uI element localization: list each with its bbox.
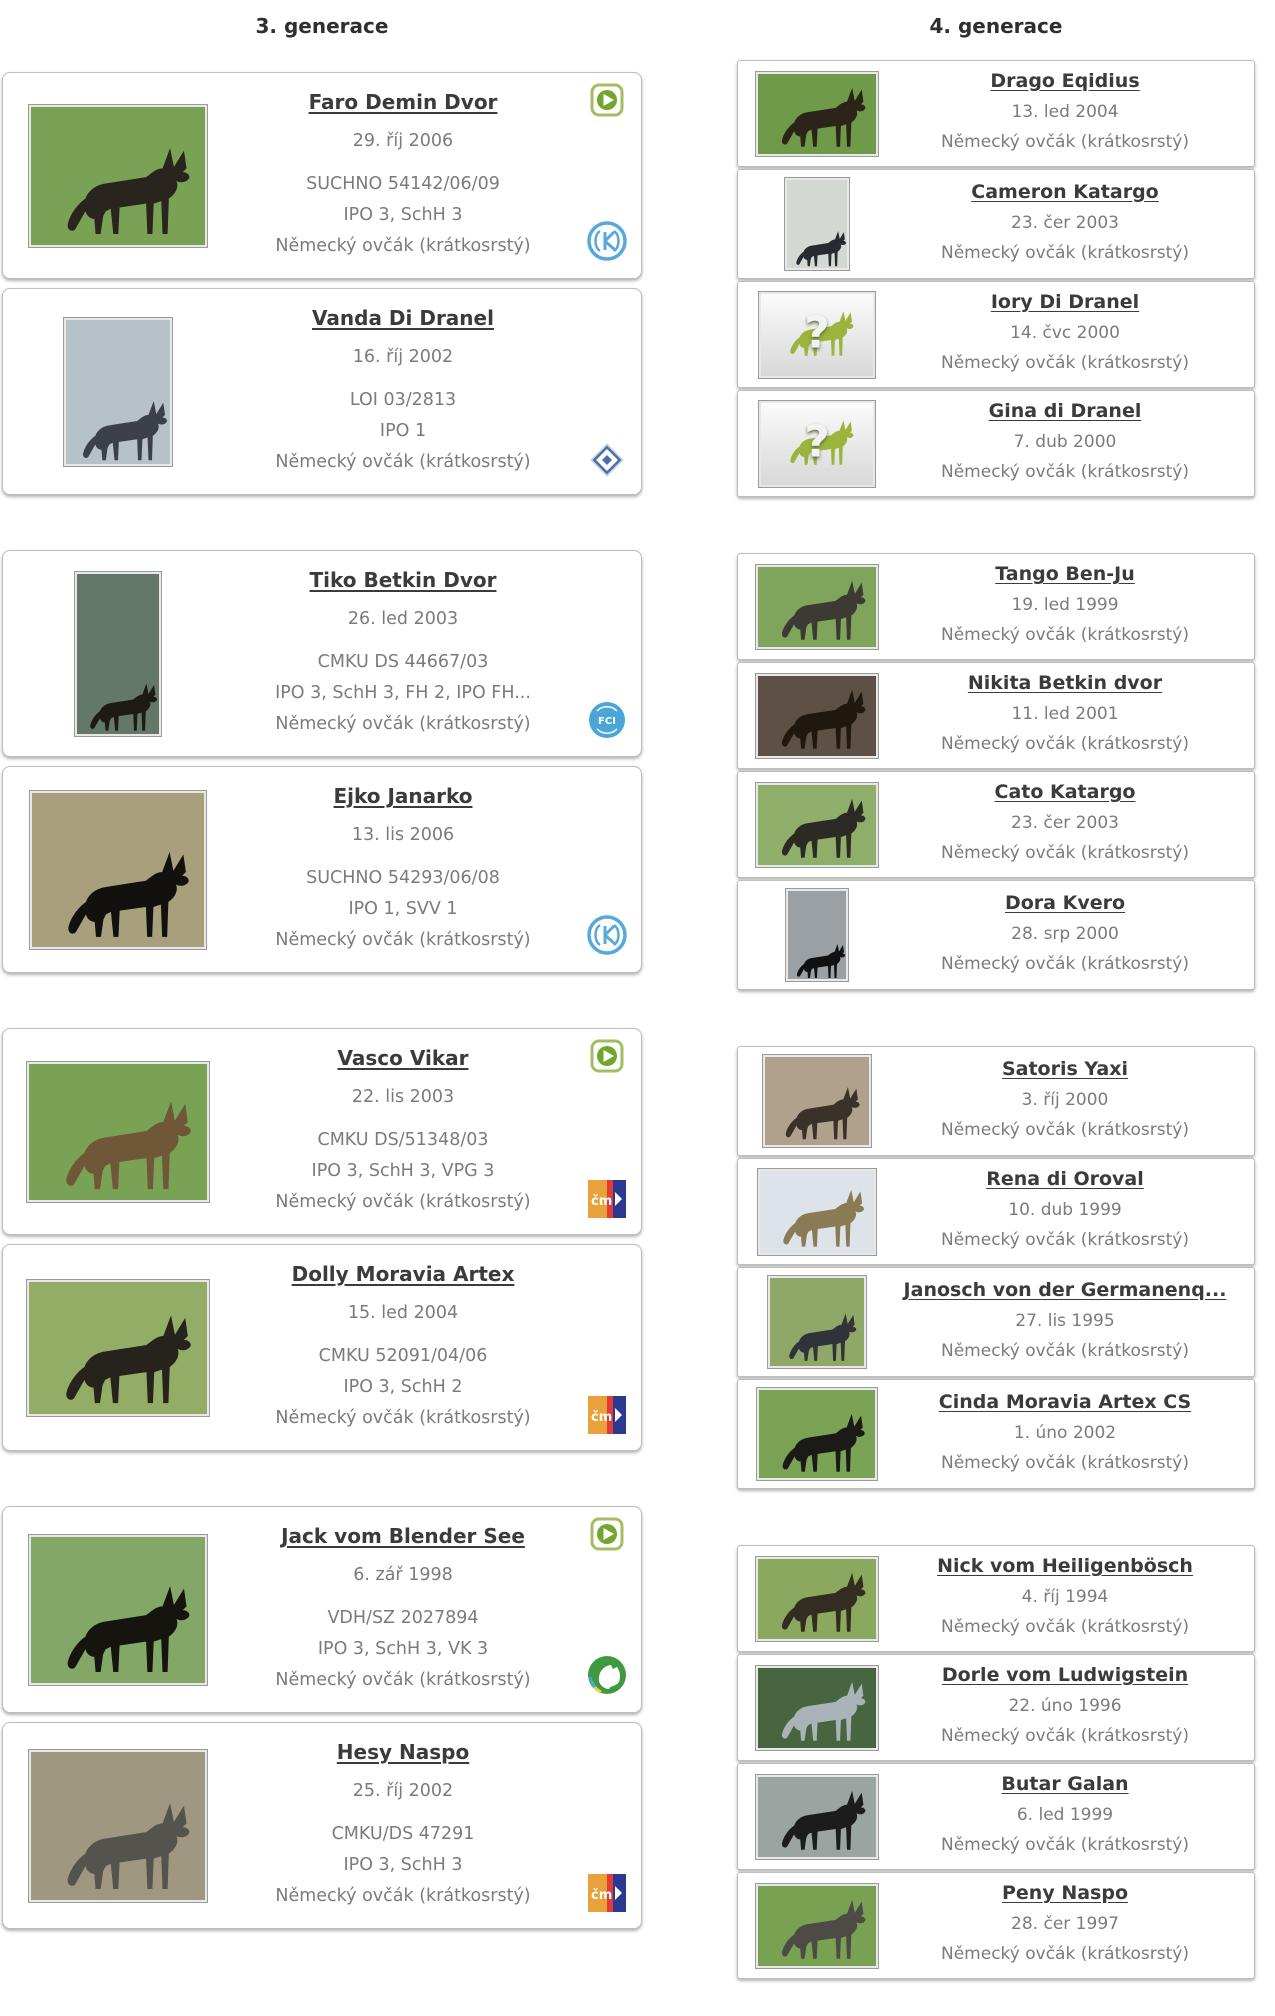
dog-info (886, 1391, 1244, 1478)
dog-photo-cell (748, 71, 886, 157)
dog-photo[interactable] (755, 782, 879, 868)
dog-info (886, 563, 1244, 650)
dog-card[interactable] (2, 550, 642, 757)
dog-silhouette (763, 1784, 870, 1853)
dog-photo-cell (748, 1387, 886, 1481)
dog-photo-cell (15, 790, 221, 950)
dog-info (886, 892, 1244, 979)
generation4-groups (737, 60, 1255, 1979)
dog-card[interactable] (737, 880, 1255, 990)
dog-name-link[interactable]: Vasco Vikar (337, 1045, 469, 1070)
dog-photo[interactable] (63, 317, 173, 467)
dog-photo-cell (748, 564, 886, 650)
club-logo (588, 1396, 626, 1438)
dog-registration: CMKU DS 44667/03 (317, 651, 489, 672)
dog-card[interactable] (737, 390, 1255, 497)
dog-birthdate: 3. říj 2000 (1021, 1089, 1109, 1110)
play-icon (590, 1039, 624, 1073)
dog-titles: IPO 3, SchH 3 (343, 1854, 463, 1875)
dog-card[interactable] (737, 1379, 1255, 1489)
dog-card[interactable] (2, 766, 642, 973)
dog-birthdate: 15. led 2004 (347, 1302, 459, 1323)
dog-birthdate: 13. led 2004 (1011, 102, 1119, 122)
dog-birthdate: 27. lis 1995 (1015, 1310, 1115, 1331)
dog-birthdate: 23. čer 2003 (1011, 813, 1119, 833)
dog-titles: IPO 3, SchH 3, VK 3 (317, 1638, 489, 1659)
dog-card[interactable] (737, 1654, 1255, 1761)
dog-birthdate: 11. led 2001 (1011, 704, 1119, 724)
dog-info (221, 568, 585, 740)
dog-silhouette (41, 842, 196, 942)
dog-birthdate: 26. led 2003 (347, 608, 459, 629)
dog-photo[interactable] (757, 1168, 877, 1256)
dog-photo[interactable] (755, 1774, 879, 1860)
dog-photo-cell (15, 571, 221, 737)
card-icon-rail (585, 1259, 629, 1436)
dog-breed: Německý ovčák (krátkosrstý) (275, 713, 531, 734)
dog-photo-cell (748, 1168, 886, 1256)
dog-breed: Německý ovčák (krátkosrstý) (941, 843, 1189, 863)
dog-card[interactable] (737, 553, 1255, 660)
dog-photo-cell (15, 1279, 221, 1417)
club-logo (588, 1874, 626, 1916)
video-play-button[interactable] (590, 83, 624, 119)
generation4-group (737, 553, 1255, 990)
card-icon-rail (585, 1737, 629, 1914)
dog-breed: Německý ovčák (krátkosrstý) (275, 1407, 531, 1428)
dog-photo-cell (15, 1534, 221, 1686)
card-icon-rail (585, 781, 629, 958)
dog-card[interactable] (2, 288, 642, 495)
dog-info (886, 1168, 1244, 1255)
dog-photo[interactable] (755, 1883, 879, 1969)
dog-silhouette (40, 138, 197, 239)
dog-photo-cell (748, 1774, 886, 1860)
generation4-group (737, 1545, 1255, 1979)
dog-birthdate: 25. říj 2002 (352, 1780, 454, 1801)
dog-birthdate: 23. čer 2003 (1011, 212, 1119, 233)
dog-info (221, 1740, 585, 1912)
question-mark-placeholder: ? (804, 415, 830, 467)
dog-registration: CMKU 52091/04/06 (318, 1345, 488, 1366)
dog-card[interactable] (737, 60, 1255, 167)
dog-info (886, 1664, 1244, 1751)
dog-photo[interactable] (26, 1279, 210, 1417)
dog-card[interactable] (737, 1872, 1255, 1979)
dog-name-link[interactable]: Dora Kvero (1004, 891, 1126, 914)
fci-logo-icon (587, 700, 627, 740)
card-icon-rail (585, 303, 629, 480)
dog-name-link[interactable]: Dorle vom Ludwigstein (941, 1664, 1189, 1686)
card-icon-rail (585, 565, 629, 742)
dog-info (886, 1555, 1244, 1642)
dog-birthdate: 7. dub 2000 (1013, 432, 1117, 452)
dog-name-link[interactable]: Butar Galan (1001, 1773, 1129, 1795)
dog-photo-cell (748, 1556, 886, 1642)
dog-titles: IPO 1 (379, 420, 427, 441)
dog-breed: Německý ovčák (krátkosrstý) (275, 235, 531, 256)
dog-photo-cell (748, 177, 886, 271)
play-icon (590, 83, 624, 117)
dog-silhouette (764, 1407, 870, 1475)
dog-card[interactable] (2, 1028, 642, 1235)
dog-silhouette (763, 81, 870, 150)
dog-breed: Německý ovčák (krátkosrstý) (941, 1340, 1189, 1361)
dog-name-link[interactable]: Jack vom Blender See (281, 1523, 525, 1548)
dog-card[interactable] (737, 1545, 1255, 1652)
dog-info (221, 1046, 585, 1218)
dog-card[interactable] (2, 1244, 642, 1451)
dog-breed: Německý ovčák (krátkosrstý) (275, 451, 531, 472)
dog-name-link[interactable]: Vanda Di Dranel (312, 305, 494, 330)
dog-silhouette (38, 1305, 198, 1408)
sv-logo-icon (586, 1654, 628, 1696)
dog-info (886, 781, 1244, 868)
card-icon-rail (585, 1521, 629, 1698)
dog-info (886, 1773, 1244, 1860)
play-icon (590, 1517, 624, 1551)
dog-titles: IPO 3, SchH 3, FH 2, IPO FH... (275, 682, 531, 703)
cmku-logo-icon (588, 1396, 626, 1434)
dog-info (886, 1279, 1244, 1366)
dog-card[interactable] (737, 1763, 1255, 1870)
dog-photo-cell (15, 1061, 221, 1203)
dog-name-link[interactable]: Gina di Dranel (988, 400, 1142, 422)
dog-birthdate: 29. říj 2006 (352, 130, 454, 151)
dog-breed: Německý ovčák (krátkosrstý) (941, 353, 1189, 373)
dog-info (886, 70, 1244, 157)
dog-birthdate: 10. dub 1999 (1008, 1200, 1122, 1220)
dog-birthdate: 19. led 1999 (1011, 595, 1119, 615)
dog-name-link[interactable]: Janosch von der Germanenq... (903, 1278, 1227, 1301)
dog-photo-cell (748, 782, 886, 868)
club-logo (588, 1180, 626, 1222)
dog-photo-cell (748, 1665, 886, 1751)
generation3-column (2, 0, 642, 1929)
dog-breed: Německý ovčák (krátkosrstý) (941, 1452, 1189, 1473)
dog-breed: Německý ovčák (krátkosrstý) (941, 462, 1189, 482)
dog-card[interactable] (737, 1267, 1255, 1377)
generation3-cards (2, 72, 642, 1929)
card-icon-rail (585, 1043, 629, 1220)
dog-registration: CMKU DS/51348/03 (317, 1129, 489, 1150)
dog-birthdate: 28. čer 1997 (1011, 1914, 1119, 1934)
dog-registration: CMKU/DS 47291 (331, 1823, 475, 1844)
dog-info (886, 181, 1244, 268)
generation4-column (737, 0, 1255, 1981)
dog-photo[interactable] (29, 790, 207, 950)
dog-titles: IPO 3, SchH 3 (343, 204, 463, 225)
dog-silhouette (763, 1566, 870, 1635)
dog-name-link[interactable]: Nick vom Heiligenbösch (937, 1555, 1193, 1577)
dog-info (886, 400, 1244, 487)
dog-photo-cell (15, 104, 221, 248)
dog-silhouette (40, 1576, 197, 1677)
dog-info (221, 1262, 585, 1434)
skj-logo-icon (586, 220, 628, 262)
dog-birthdate: 22. lis 2003 (351, 1086, 455, 1107)
dog-breed: Německý ovčák (krátkosrstý) (941, 1119, 1189, 1140)
dog-breed: Německý ovčák (krátkosrstý) (941, 132, 1189, 152)
dog-silhouette (765, 1183, 869, 1250)
dog-name-link[interactable]: Ejko Janarko (333, 783, 473, 808)
dog-silhouette (763, 792, 870, 861)
dog-breed: Německý ovčák (krátkosrstý) (941, 1617, 1189, 1637)
dog-birthdate: 6. zář 1998 (353, 1564, 453, 1585)
dog-silhouette (763, 1675, 870, 1744)
dog-birthdate: 13. lis 2006 (351, 824, 455, 845)
dog-info (221, 784, 585, 956)
video-play-button[interactable] (590, 1517, 624, 1553)
dog-photo[interactable] (28, 1749, 208, 1903)
dog-photo-cell (748, 1275, 886, 1369)
club-logo (589, 442, 625, 482)
dog-photo-cell (748, 1883, 886, 1969)
dog-photo[interactable] (755, 1665, 879, 1751)
dog-card[interactable] (2, 72, 642, 279)
dog-card[interactable] (737, 662, 1255, 769)
dog-name-link[interactable]: Dolly Moravia Artex (291, 1261, 515, 1286)
dog-silhouette (64, 394, 172, 464)
dog-photo-cell (748, 1054, 886, 1148)
generation4-group (737, 60, 1255, 497)
dog-photo-cell (748, 888, 886, 982)
dog-photo[interactable] (28, 104, 208, 248)
dog-registration: SUCHNO 54293/06/08 (306, 867, 500, 888)
dog-silhouette (769, 1081, 864, 1142)
dog-photo[interactable] (755, 1556, 879, 1642)
club-logo (587, 700, 627, 744)
dog-info (221, 306, 585, 478)
cmku-logo-icon (588, 1180, 626, 1218)
dog-silhouette (786, 940, 848, 980)
dog-titles: IPO 1, SVV 1 (348, 898, 458, 919)
svg-text:FCI: FCI (598, 716, 616, 727)
dog-name-link[interactable]: Peny Naspo (1001, 1882, 1129, 1904)
dog-photo[interactable] (74, 571, 162, 737)
dog-info (886, 1882, 1244, 1969)
dog-info (221, 1524, 585, 1696)
dog-card[interactable] (2, 1506, 642, 1713)
dog-info (221, 90, 585, 262)
dog-breed: Německý ovčák (krátkosrstý) (275, 929, 531, 950)
dog-name-link[interactable]: Cinda Moravia Artex CS (938, 1390, 1192, 1413)
dog-card[interactable] (737, 1046, 1255, 1156)
dog-registration: LOI 03/2813 (349, 389, 457, 410)
cmku-logo-icon (588, 1874, 626, 1912)
skj-logo-icon (586, 914, 628, 956)
dog-breed: Německý ovčák (krátkosrstý) (941, 953, 1189, 974)
dog-birthdate: 6. led 1999 (1016, 1805, 1114, 1825)
dog-name-link[interactable]: Tango Ben-Ju (995, 563, 1135, 585)
dog-birthdate: 1. úno 2002 (1013, 1422, 1117, 1443)
dog-name-link[interactable]: Hesy Naspo (336, 1739, 470, 1764)
dog-silhouette (785, 227, 849, 268)
dog-breed: Německý ovčák (krátkosrstý) (275, 1885, 531, 1906)
enci-logo-icon (589, 442, 625, 478)
dog-photo-cell (748, 291, 886, 379)
dog-photo[interactable] (758, 400, 876, 488)
dog-photo[interactable] (755, 71, 879, 157)
dog-photo-cell (15, 317, 221, 467)
dog-birthdate: 28. srp 2000 (1011, 923, 1119, 944)
dog-titles: IPO 3, SchH 3, VPG 3 (311, 1160, 495, 1181)
svg-text:čm: čm (591, 1194, 613, 1209)
dog-photo[interactable] (785, 888, 849, 982)
dog-breed: Německý ovčák (krátkosrstý) (941, 242, 1189, 263)
dog-silhouette (763, 683, 870, 752)
dog-birthdate: 22. úno 1996 (1008, 1696, 1122, 1716)
dog-registration: VDH/SZ 2027894 (327, 1607, 479, 1628)
dog-name-link[interactable]: Drago Eqidius (990, 70, 1140, 92)
generation4-heading: 4. generace (929, 14, 1063, 38)
dog-card[interactable] (737, 771, 1255, 878)
dog-registration: SUCHNO 54142/06/09 (306, 173, 500, 194)
card-icon-rail (585, 87, 629, 264)
dog-silhouette (763, 1893, 870, 1962)
dog-photo[interactable] (26, 1061, 210, 1203)
dog-card[interactable] (737, 281, 1255, 388)
dog-photo[interactable] (755, 564, 879, 650)
dog-info (886, 291, 1244, 378)
generation4-group (737, 1046, 1255, 1489)
generation3-heading: 3. generace (255, 14, 389, 38)
club-logo (586, 914, 628, 960)
dog-photo[interactable] (784, 177, 850, 271)
dog-photo[interactable] (767, 1275, 867, 1369)
dog-silhouette (774, 1308, 860, 1364)
dog-breed: Německý ovčák (krátkosrstý) (275, 1191, 531, 1212)
dog-name-link[interactable]: Tiko Betkin Dvor (309, 567, 497, 592)
dog-silhouette (763, 574, 870, 643)
dog-info (886, 672, 1244, 759)
dog-name-link[interactable]: Nikita Betkin dvor (967, 672, 1163, 694)
dog-photo-cell (15, 1749, 221, 1903)
dog-photo[interactable] (28, 1534, 208, 1686)
dog-name-link[interactable]: Cameron Katargo (971, 180, 1159, 203)
club-logo (586, 220, 628, 266)
dog-silhouette (40, 1793, 197, 1894)
dog-breed: Německý ovčák (krátkosrstý) (941, 625, 1189, 645)
dog-name-link[interactable]: Cato Katargo (994, 781, 1136, 803)
dog-breed: Německý ovčák (krátkosrstý) (941, 1944, 1189, 1964)
dog-breed: Německý ovčák (krátkosrstý) (941, 1230, 1189, 1250)
dog-name-link[interactable]: Rena di Oroval (986, 1168, 1144, 1190)
dog-photo-cell (748, 400, 886, 488)
dog-breed: Německý ovčák (krátkosrstý) (941, 1726, 1189, 1746)
dog-silhouette (38, 1091, 198, 1194)
dog-breed: Německý ovčák (krátkosrstý) (941, 1835, 1189, 1855)
dog-card[interactable] (737, 1158, 1255, 1265)
dog-card[interactable] (737, 169, 1255, 279)
dog-photo[interactable] (756, 1387, 878, 1481)
dog-name-link[interactable]: Faro Demin Dvor (308, 89, 498, 114)
svg-text:čm: čm (591, 1410, 613, 1425)
club-logo (586, 1654, 628, 1700)
dog-breed: Německý ovčák (krátkosrstý) (275, 1669, 531, 1690)
dog-photo[interactable] (758, 291, 876, 379)
dog-card[interactable] (2, 1722, 642, 1929)
dog-photo-cell (748, 673, 886, 759)
dog-breed: Německý ovčák (krátkosrstý) (941, 734, 1189, 754)
question-mark-placeholder: ? (804, 306, 830, 358)
dog-photo[interactable] (762, 1054, 872, 1148)
dog-birthdate: 4. říj 1994 (1021, 1587, 1109, 1607)
dog-photo[interactable] (755, 673, 879, 759)
dog-birthdate: 16. říj 2002 (352, 346, 454, 367)
dog-info (886, 1058, 1244, 1145)
dog-name-link[interactable]: Satoris Yaxi (1001, 1057, 1129, 1080)
dog-name-link[interactable]: Iory Di Dranel (990, 291, 1140, 313)
svg-text:čm: čm (591, 1888, 613, 1903)
video-play-button[interactable] (590, 1039, 624, 1075)
dog-silhouette (75, 678, 161, 733)
dog-titles: IPO 3, SchH 2 (343, 1376, 463, 1397)
dog-birthdate: 14. čvc 2000 (1010, 323, 1120, 343)
